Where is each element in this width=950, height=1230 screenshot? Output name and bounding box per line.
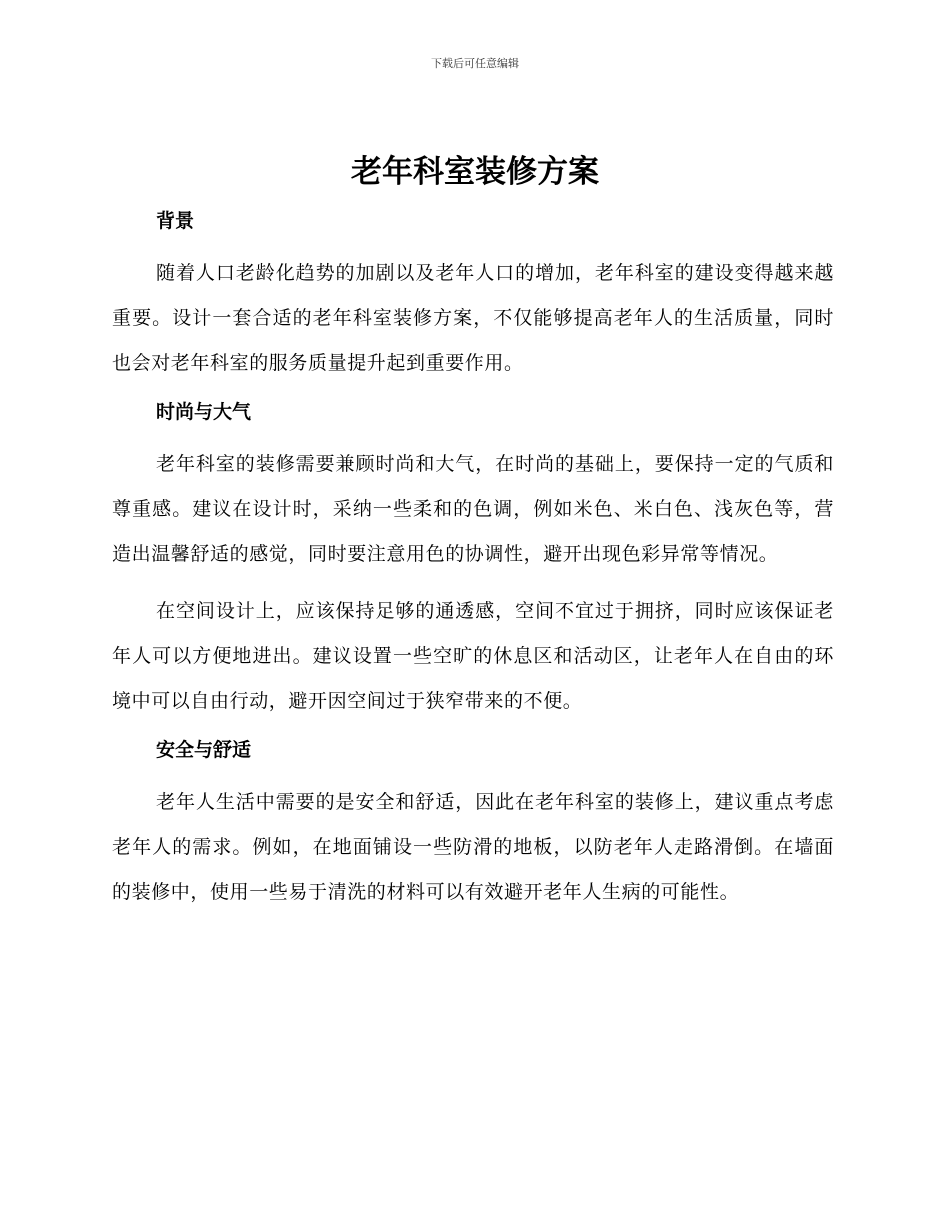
header-note: 下载后可任意编辑 (431, 57, 519, 70)
paragraph: 随着人口老龄化趋势的加剧以及老年人口的增加，老年科室的建设变得越来越重要。设计一套合适的老年科室装修方案，不仅能够提高老年人的生活质量，同时也会对老年科室的服务质量提升起到重要作用。 (112, 262, 834, 374)
section-safety (112, 732, 834, 915)
document-title: 老年科室装修方案 (351, 154, 599, 190)
section-heading: 安全与舒适 (156, 739, 252, 761)
paragraph: 老年人生活中需要的是安全和舒适，因此在老年科室的装修上，建议重点考虑老年人的需求。例如，在地面铺设一些防滑的地板，以防老年人走路滑倒。在墙面的装修中，使用一些易于清洗的材料可以有效避开老年人生病的可能性。 (112, 791, 834, 903)
paragraph: 老年科室的装修需要兼顾时尚和大气，在时尚的基础上，要保持一定的气质和尊重感。建议在设计时，采纳一些柔和的色调，例如米色、米白色、浅灰色等，营造出温馨舒适的感觉，同时要注意用色的协调性，避开出现色彩异常等情况。 (112, 453, 834, 565)
section-heading: 时尚与大气 (156, 401, 252, 423)
section-background (112, 203, 834, 386)
section-style (112, 394, 834, 724)
section-heading: 背景 (156, 210, 195, 232)
paragraph: 在空间设计上，应该保持足够的通透感，空间不宜过于拥挤，同时应该保证老年人可以方便地进出。建议设置一些空旷的休息区和活动区，让老年人在自由的环境中可以自由行动，避开因空间过于狭窄带来的不便。 (112, 600, 834, 712)
document-body (112, 203, 834, 915)
